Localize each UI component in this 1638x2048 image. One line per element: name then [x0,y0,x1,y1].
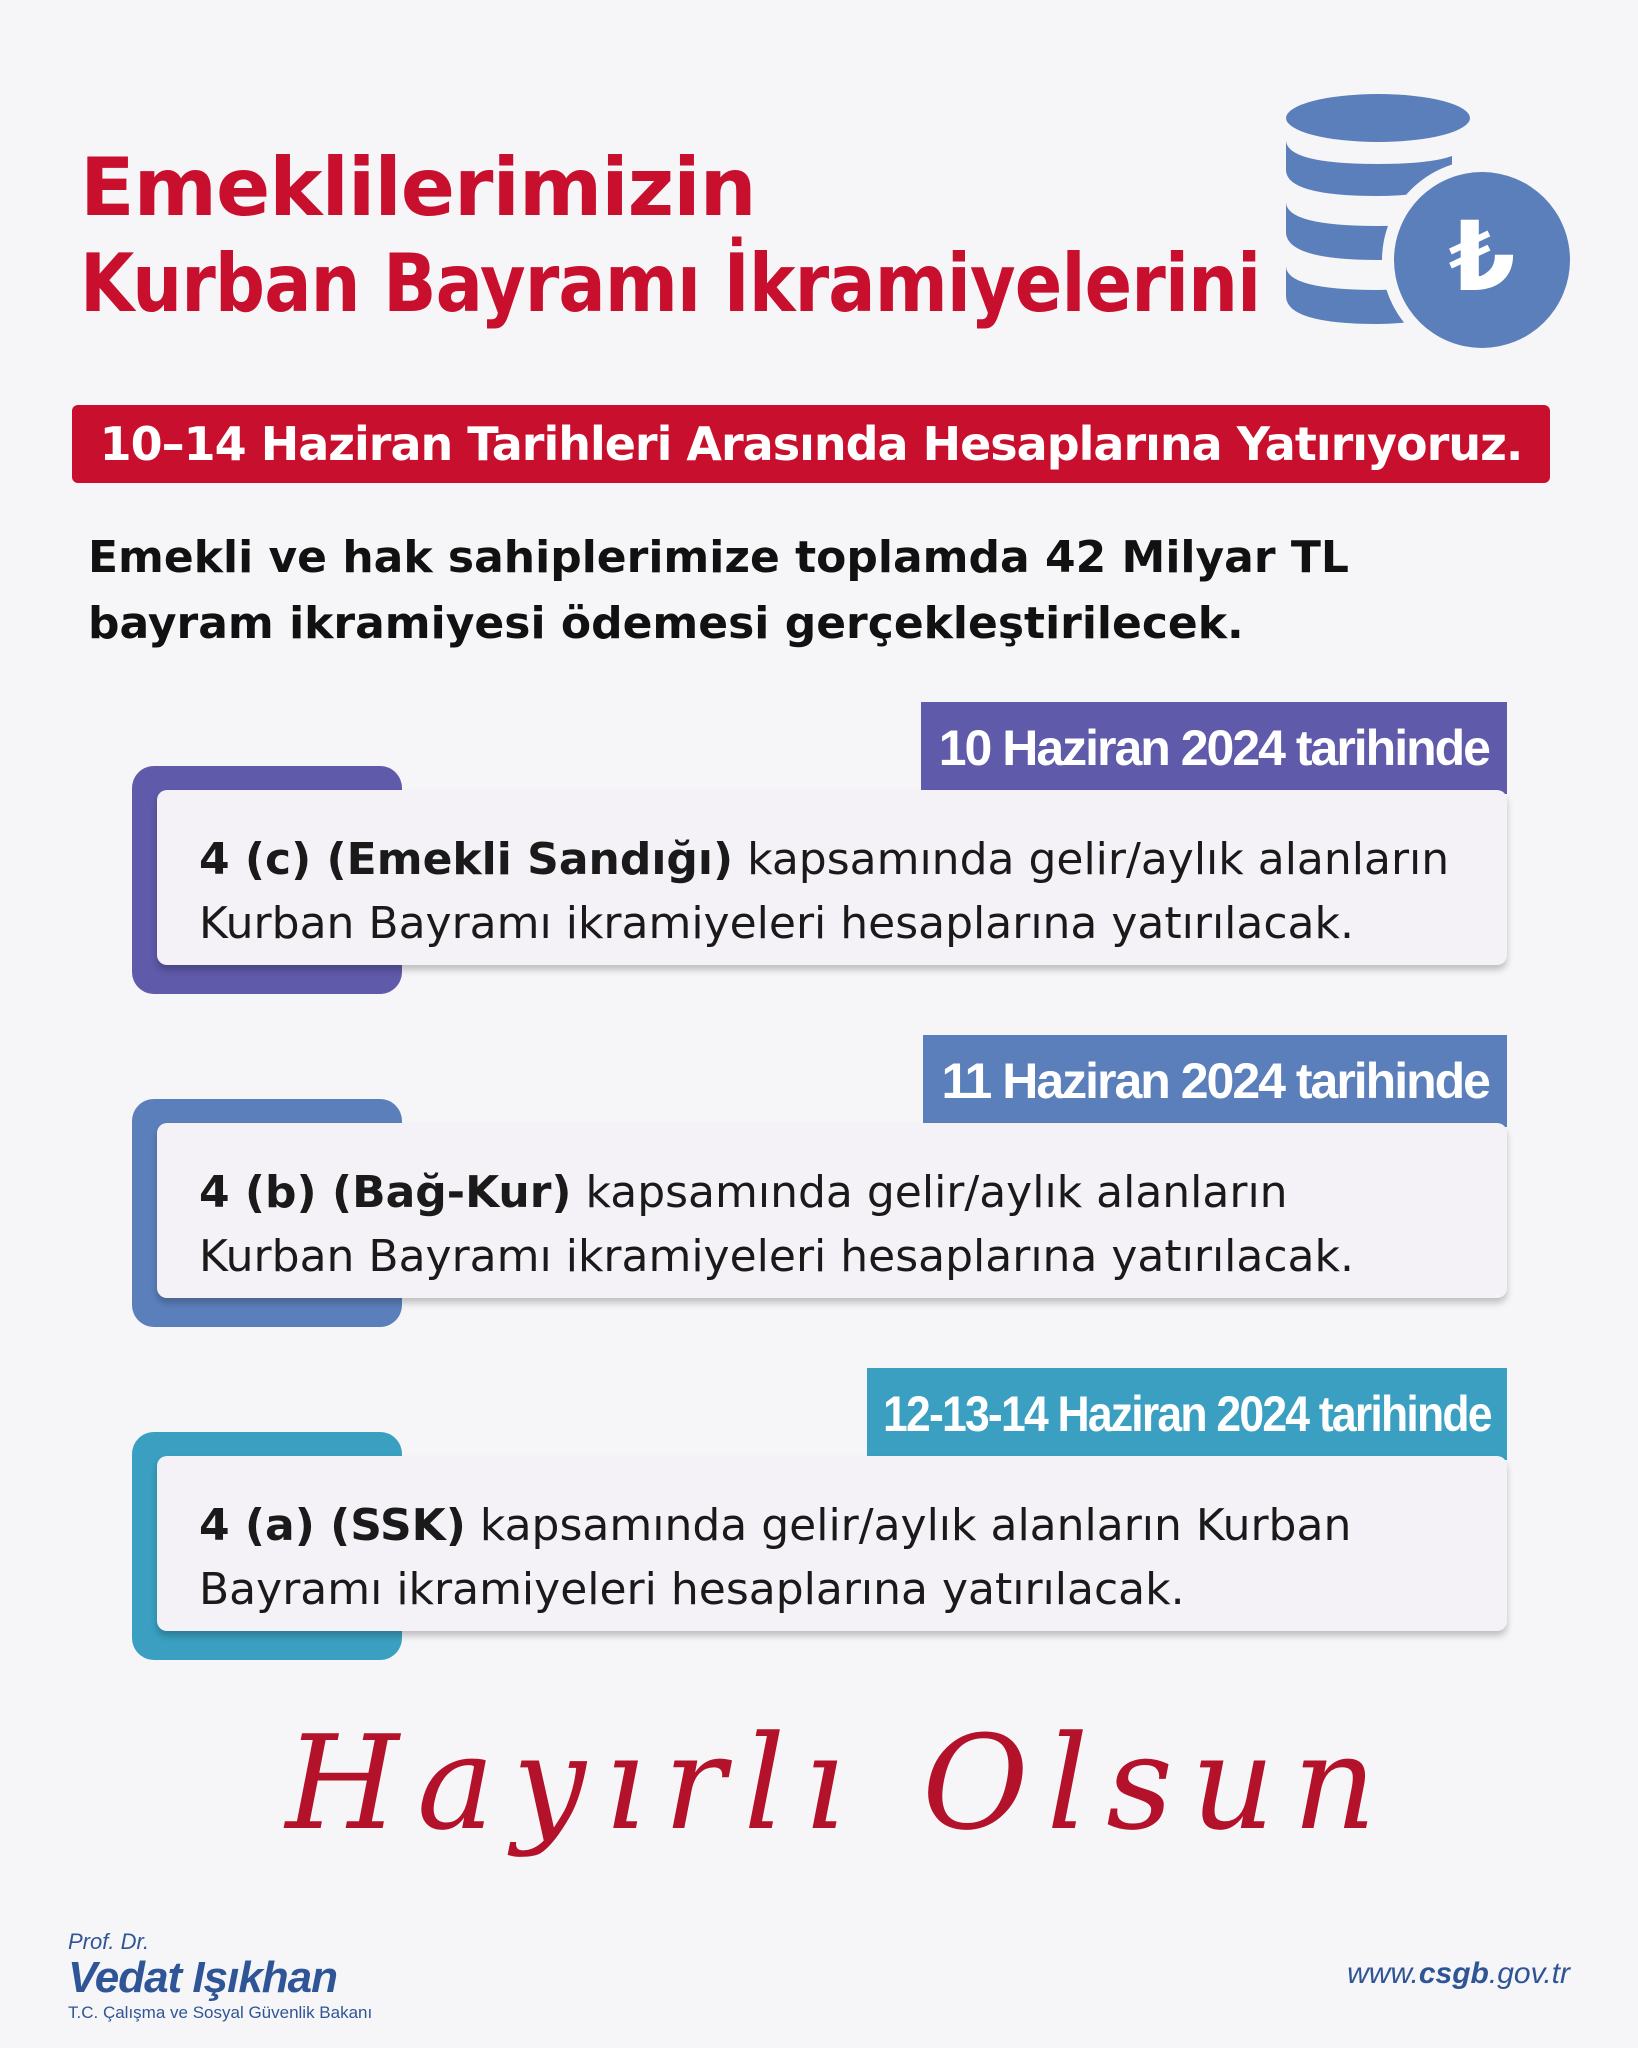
card-line-1 [199,828,1467,892]
website-prefix: www. [1347,1957,1419,1990]
page-title [80,140,1427,332]
card-date-tab: 12-13-14 Haziran 2024 tarihinde [867,1368,1507,1460]
signature-title: Prof. Dr. [68,1929,150,1954]
card-line-1 [199,1161,1467,1225]
payment-card-emekli-sandigi [132,702,1507,949]
closing-text: Hayırlı Olsun [285,1707,1395,1859]
card-line-1-rest: kapsamında gelir/aylık alanların [571,1167,1288,1218]
card-line-1-rest: kapsamında gelir/aylık alanların [733,834,1450,885]
card-text-box [157,790,1507,965]
coin-stack-lira-icon [1270,90,1570,370]
card-group-label: 4 (c) (Emekli Sandığı) [199,834,734,885]
intro-line-2: bayram ikramiyesi ödemesi gerçekleştirilecek. [88,598,1244,649]
card-line-1 [199,1494,1467,1558]
website-suffix: .gov.tr [1488,1957,1570,1990]
payment-card-bag-kur [132,1035,1507,1282]
intro-text [88,525,1538,657]
signature-ministry: T.C. Çalışma ve Sosyal Güvenlik Bakanı [68,2003,373,2022]
card-line-2: Kurban Bayramı ikramiyeleri hesaplarına yatırılacak. [199,898,1354,949]
intro-line-1: Emekli ve hak sahiplerimize toplamda 42 Milyar TL [88,532,1349,583]
title-line-1: Emeklilerimizin [80,141,756,234]
lira-symbol: ₺ [1448,201,1516,313]
signature-name: Vedat Işıkhan [68,1953,338,2002]
title-line-2: Kurban Bayramı İkramiyelerini [80,237,1261,330]
date-range-banner: 10–14 Haziran Tarihleri Arasında Hesaplarına Yatırıyoruz. [72,405,1550,483]
hayirli-olsun-script [250,1700,1430,1870]
payment-card-ssk [132,1368,1507,1615]
card-text-box [157,1456,1507,1631]
website-domain: csgb [1418,1957,1489,1990]
card-group-label: 4 (b) (Bağ-Kur) [199,1167,572,1218]
card-text-box [157,1123,1507,1298]
signature-block [68,1930,372,2024]
website-link[interactable] [1347,1957,1570,1991]
card-line-1-rest: kapsamında gelir/aylık alanların Kurban [465,1500,1352,1551]
card-line-2: Bayramı ikramiyeleri hesaplarına yatırılacak. [199,1564,1185,1615]
card-date-tab: 10 Haziran 2024 tarihinde [921,702,1507,794]
card-line-2: Kurban Bayramı ikramiyeleri hesaplarına yatırılacak. [199,1231,1354,1282]
card-group-label: 4 (a) (SSK) [199,1500,466,1551]
card-date-tab: 11 Haziran 2024 tarihinde [923,1035,1507,1127]
